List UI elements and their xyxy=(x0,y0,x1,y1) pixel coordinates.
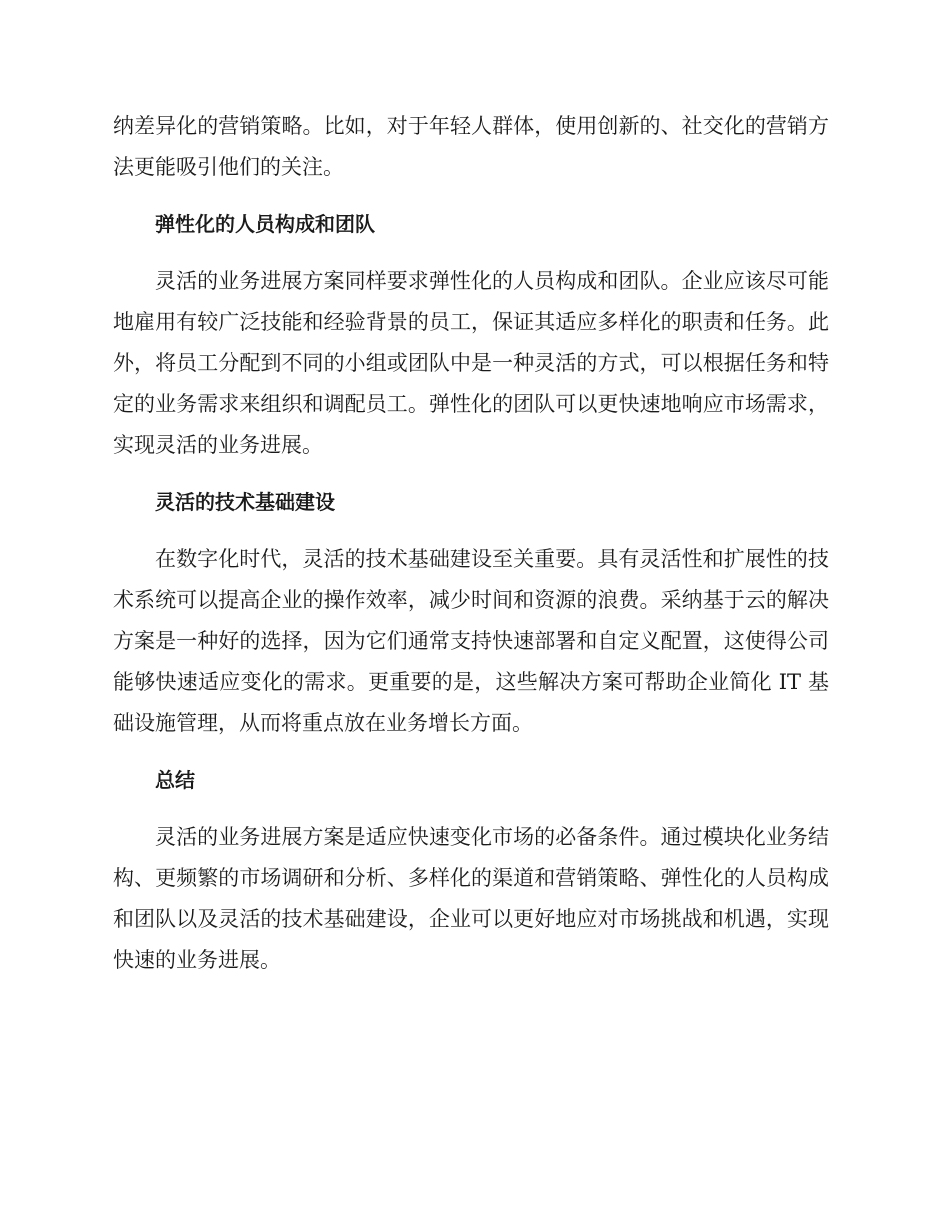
section-heading-summary: 总结 xyxy=(155,768,195,792)
section-heading-tech: 灵活的技术基础建设 xyxy=(155,490,335,514)
section-body-team: 灵活的业务进展方案同样要求弹性化的人员构成和团队。企业应该尽可能地雇用有较广泛技能和经验背景的员工，保证其适应多样化的职责和任务。此外，将员工分配到不同的小组或团队中是一种灵活的方式，可以根据任务和特定的业务需求来组织和调配员工。弹性化的团队可以更快速地响应市场需求，实现灵活的业务进展。 xyxy=(113,269,829,457)
section-body-summary: 灵活的业务进展方案是适应快速变化市场的必备条件。通过模块化业务结构、更频繁的市场调研和分析、多样化的渠道和营销策略、弹性化的人员构成和团队以及灵活的技术基础建设，企业可以更好地应对市场挑战和机遇，实现快速的业务进展。 xyxy=(113,825,829,972)
intro-paragraph: 纳差异化的营销策略。比如，对于年轻人群体，使用创新的、社交化的营销方法更能吸引他们的关注。 xyxy=(113,114,829,179)
document-page xyxy=(113,106,829,981)
section-heading-team: 弹性化的人员构成和团队 xyxy=(155,212,375,236)
section-body-tech: 在数字化时代，灵活的技术基础建设至关重要。具有灵活性和扩展性的技术系统可以提高企业的操作效率，减少时间和资源的浪费。采纳基于云的解决方案是一种好的选择，因为它们通常支持快速部署和自定义配置，这使得公司能够快速适应变化的需求。更重要的是，这些解决方案可帮助企业简化 IT 基础设施管理，从而将重点放在业务增长方面。 xyxy=(113,547,829,735)
